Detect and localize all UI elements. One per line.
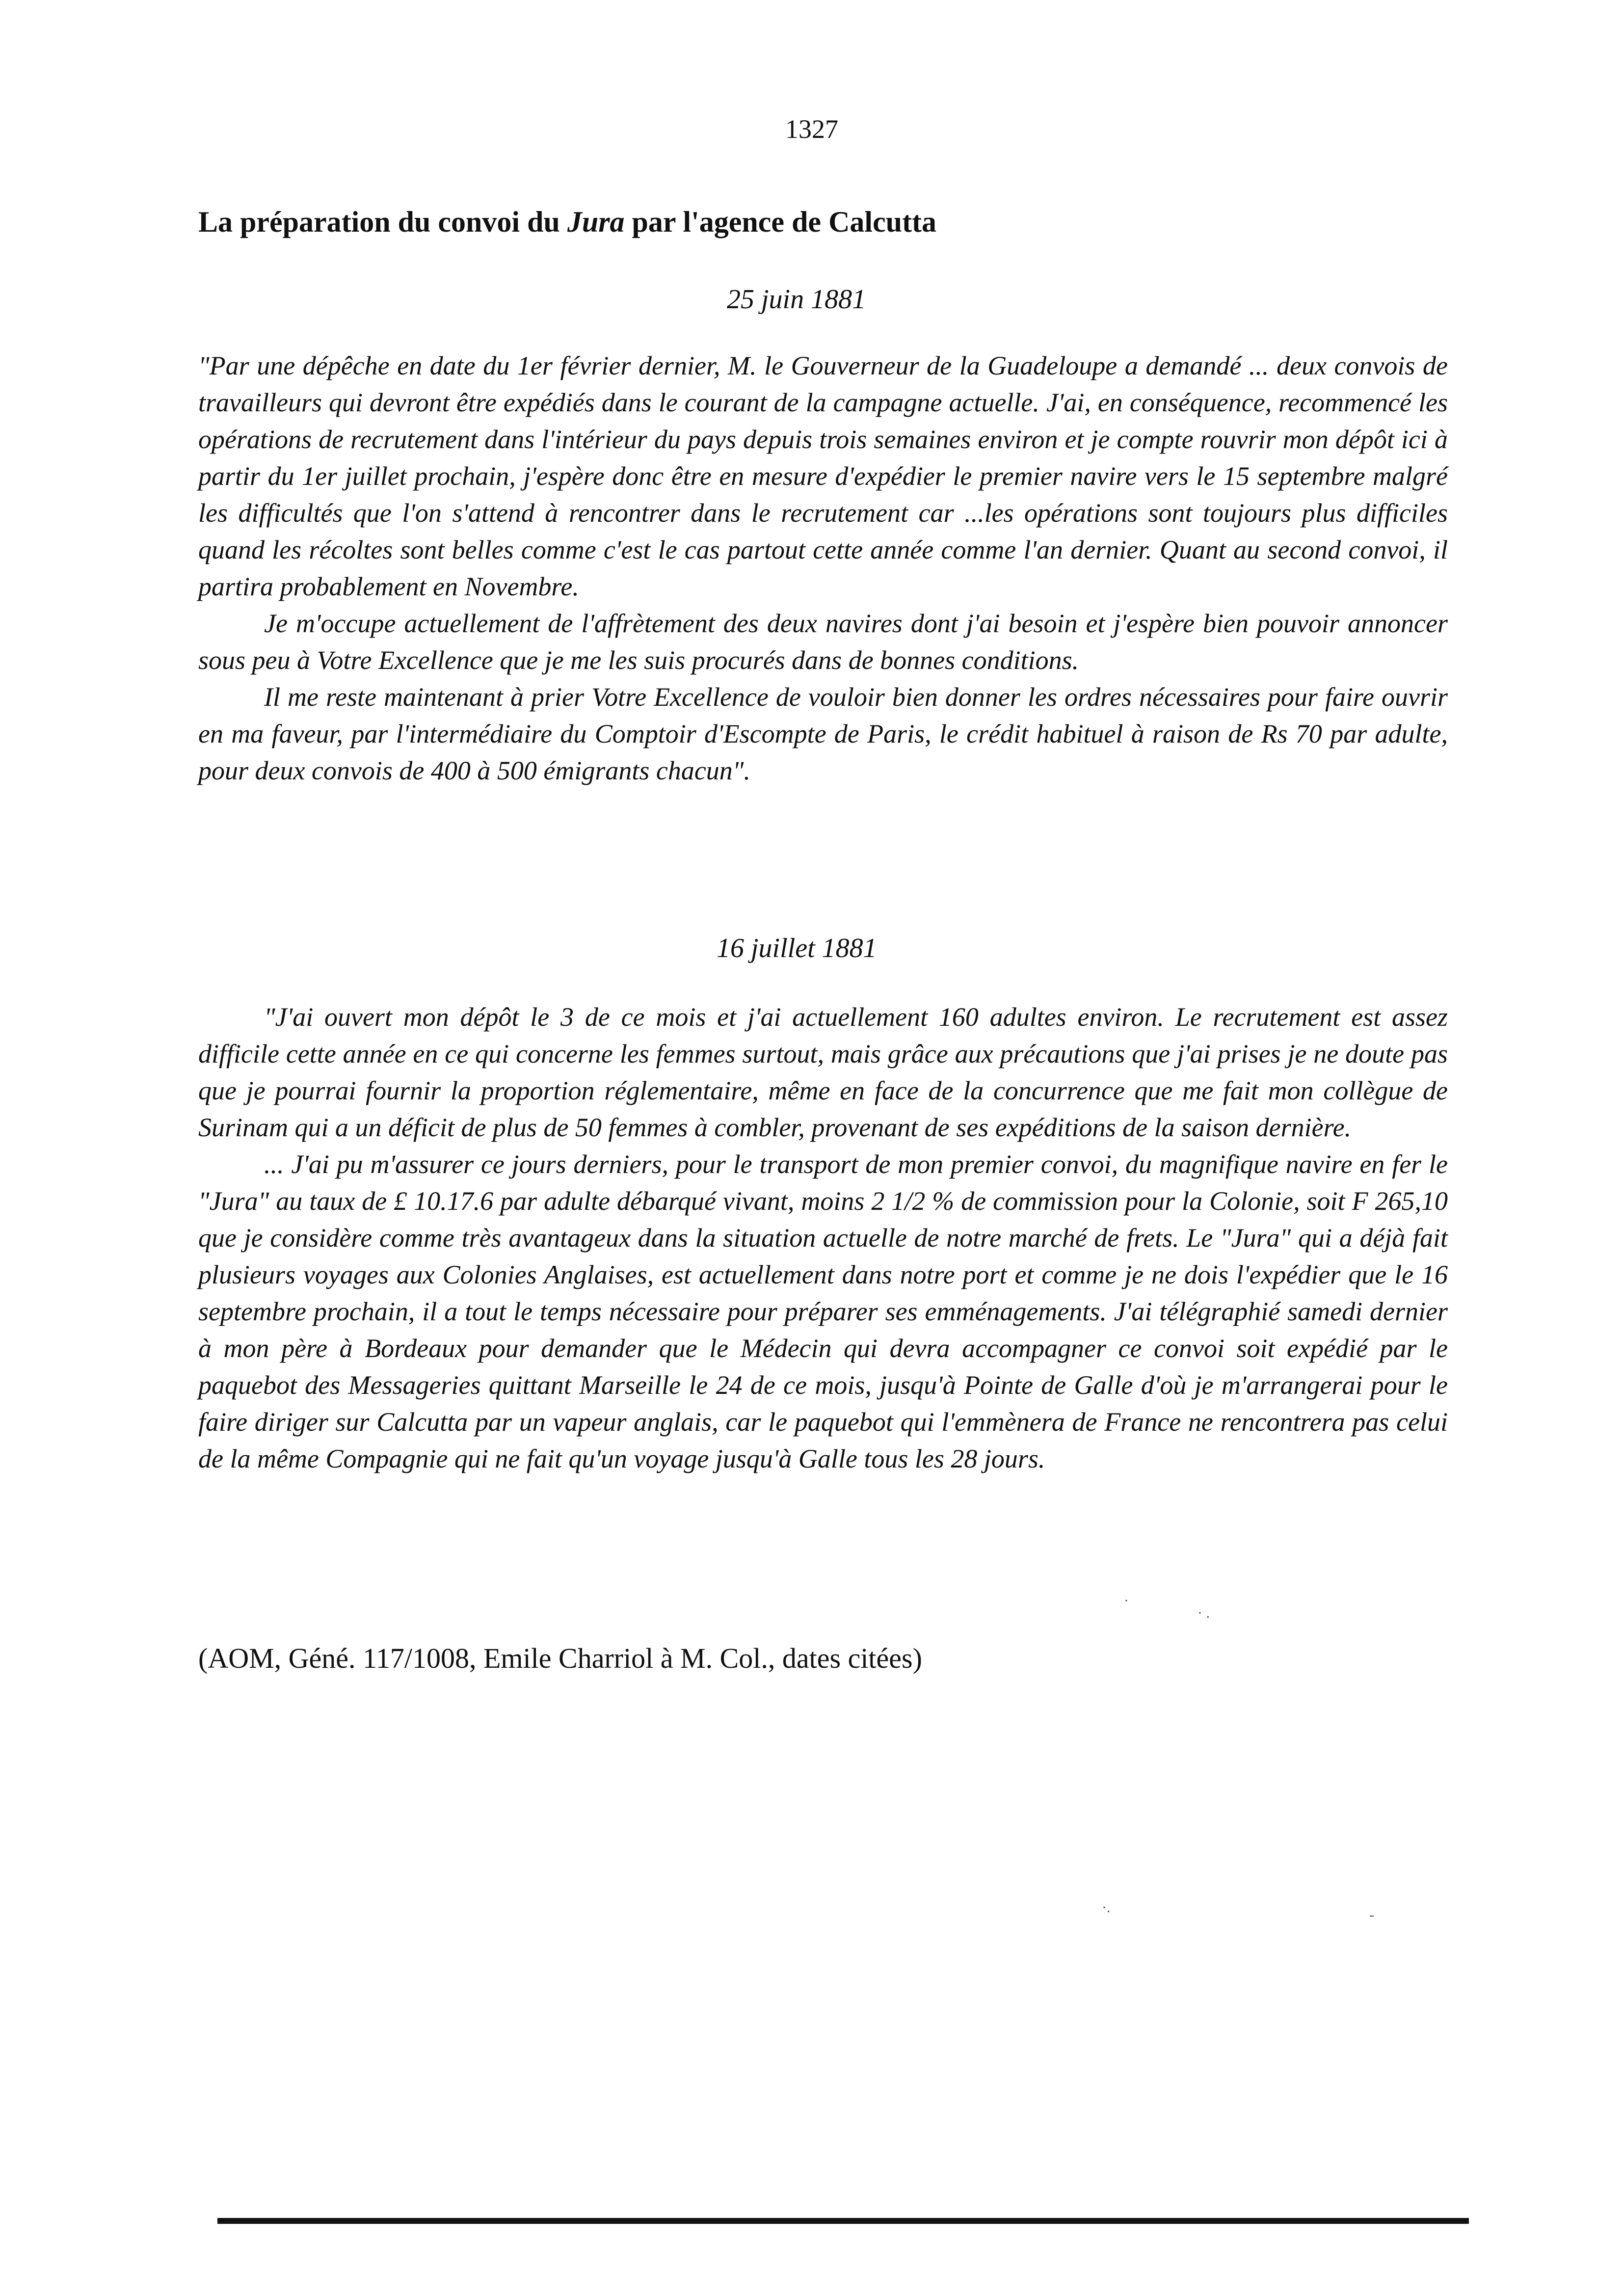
- letter-1-date: 25 juin 1881: [727, 284, 866, 315]
- bottom-rule: [217, 2218, 1469, 2224]
- letter-1-paragraph-3: Il me reste maintenant à prier Votre Excellence de vouloir bien donner les ordres nécessaires pour faire ouvrir en ma faveur, par l'intermédiaire du Comptoir d'Escompte de Paris, le crédit habituel à raison de Rs 70 par adulte, pour deux convois de 400 à 500 émigrants chacun".: [198, 682, 1448, 785]
- letter-2-date: 16 juillet 1881: [717, 933, 877, 963]
- title-after: par l'agence de Calcutta: [624, 206, 937, 238]
- page-title: [198, 205, 936, 239]
- page-number: 1327: [785, 114, 838, 144]
- letter-1-paragraph-2: Je m'occupe actuellement de l'affrètement des deux navires dont j'ai besoin et j'espère bien pouvoir annoncer sous peu à Votre Excellence que je me les suis procurés dans de bonnes conditions.: [198, 609, 1448, 675]
- source-citation: (AOM, Géné. 117/1008, Emile Charriol à M. Col., dates citées): [198, 1642, 922, 1674]
- scan-speck: -: [1369, 1907, 1374, 1923]
- letter-1-paragraph-1: "Par une dépêche en date du 1er février dernier, M. le Gouverneur de la Guadeloupe a demandé ... deux convois de travailleurs qui devront être expédiés dans le courant de la campagne actuelle. J'ai, en conséquence, recommencé les opérations de recrutement dans l'intérieur du pays depuis trois semaines environ et je compte rouvrir mon dépôt ici à partir du 1er juillet prochain, j'espère donc être en mesure d'expédier le premier navire vers le 15 septembre malgré les difficultés que l'on s'attend à rencontrer dans le recrutement car ...les opérations sont toujours plus difficiles quand les récoltes sont belles comme c'est le cas partout cette année comme l'an dernier. Quant au second convoi, il partira probablement en Novembre.: [198, 351, 1448, 601]
- title-ship-name: Jura: [567, 206, 625, 238]
- letter-2-paragraph-2: ... J'ai pu m'assurer ce jours derniers, pour le transport de mon premier convoi, du magnifique navire en fer le "Jura" au taux de £ 10.17.6 par adulte débarqué vivant, moins 2 1/2 % de commission pour la Colonie, soit F 265,10 que je considère comme très avantageux dans la situation actuelle de notre marché de frets. Le "Jura" qui a déjà fait plusieurs voyages aux Colonies Anglaises, est actuellement dans notre port et comme je ne dois l'expédier que le 16 septembre prochain, il a tout le temps nécessaire pour préparer ses emménagements. J'ai télégraphié samedi dernier à mon père à Bordeaux pour demander que le Médecin qui devra accompagner ce convoi soit expédié par le paquebot des Messageries quittant Marseille le 24 de ce mois, jusqu'à Pointe de Galle d'où je m'arrangerai pour le faire diriger sur Calcutta par un vapeur anglais, car le paquebot qui l'emmènera de France ne rencontrera pas celui de la même Compagnie qui ne fait qu'un voyage jusqu'à Galle tous les 28 jours.: [198, 1149, 1448, 1473]
- scan-speck: ·.: [1102, 1899, 1111, 1916]
- title-before: La préparation du convoi du: [198, 206, 567, 238]
- scan-speck: · .: [1197, 1605, 1210, 1621]
- letter-1-body: [198, 347, 1448, 789]
- letter-2-paragraph-1: "J'ai ouvert mon dépôt le 3 de ce mois et j'ai actuellement 160 adultes environ. Le recrutement est assez difficile cette année en ce qui concerne les femmes surtout, mais grâce aux précautions que j'ai prises je ne doute pas que je pourrai fournir la proportion réglementaire, même en face de la concurrence que me fait mon collègue de Surinam qui a un déficit de plus de 50 femmes à combler, provenant de ses expéditions de la saison dernière.: [198, 1002, 1448, 1142]
- letter-2-body: [198, 999, 1448, 1477]
- scan-speck: ·: [1124, 1593, 1129, 1609]
